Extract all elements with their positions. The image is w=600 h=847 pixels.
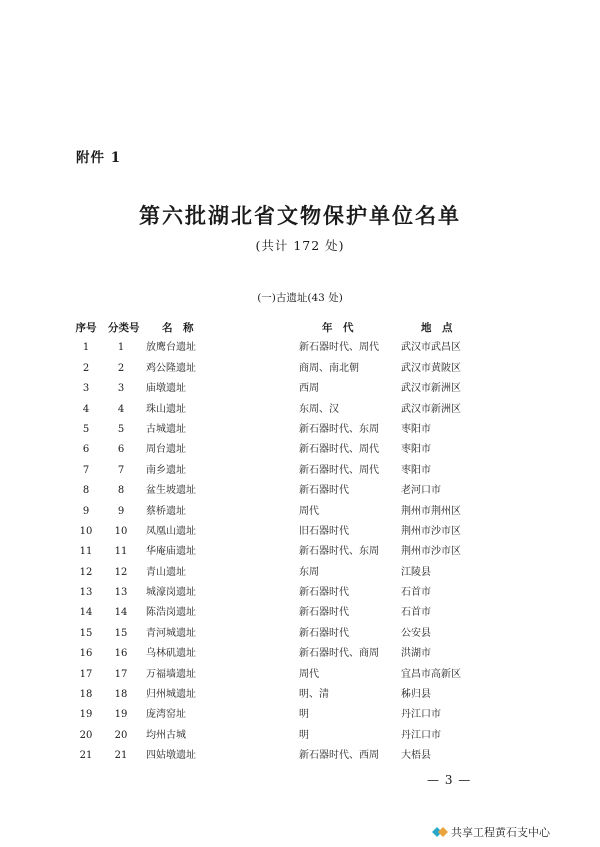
row-place: 枣阳市	[401, 423, 431, 435]
row-seq: 5	[82, 423, 90, 435]
table-row	[62, 359, 532, 379]
row-category: 7	[117, 464, 125, 476]
row-name: 凤凰山遗址	[146, 525, 196, 537]
table-row	[62, 685, 532, 705]
table-row	[62, 440, 532, 460]
row-place: 武汉市新洲区	[401, 403, 461, 415]
row-place: 秭归县	[401, 689, 431, 701]
table-row	[62, 420, 532, 440]
row-seq: 11	[79, 546, 93, 558]
row-place: 武汉市武昌区	[401, 342, 461, 354]
row-place: 宜昌市高新区	[401, 668, 461, 680]
row-seq: 9	[82, 505, 90, 517]
header-seq: 序号	[75, 322, 97, 334]
row-name: 万福墙遗址	[146, 668, 196, 680]
row-place: 石首市	[401, 607, 431, 619]
row-seq: 20	[79, 729, 93, 741]
table-row	[62, 461, 532, 481]
row-seq: 3	[82, 383, 90, 395]
row-name: 南乡遗址	[146, 464, 186, 476]
row-era: 新石器时代、周代	[299, 464, 379, 476]
row-era: 新石器时代	[299, 485, 349, 497]
row-category: 4	[117, 403, 125, 415]
row-category: 13	[114, 587, 128, 599]
diamond-logo-icon	[432, 825, 448, 839]
row-category: 10	[114, 525, 128, 537]
row-era: 东周	[299, 566, 319, 578]
row-name: 周台遗址	[146, 444, 186, 456]
row-seq: 15	[79, 627, 93, 639]
row-place: 枣阳市	[401, 444, 431, 456]
row-place: 丹江口市	[401, 729, 441, 741]
row-seq: 10	[79, 525, 93, 537]
table-row	[62, 665, 532, 685]
row-name: 四姑墩遗址	[146, 750, 196, 762]
row-seq: 2	[82, 362, 90, 374]
header-place: 地 点	[421, 322, 453, 334]
row-era: 周代	[299, 668, 319, 680]
row-seq: 19	[79, 709, 93, 721]
row-category: 12	[114, 566, 128, 578]
table-row	[62, 705, 532, 725]
table-row	[62, 583, 532, 603]
row-place: 武汉市新洲区	[401, 383, 461, 395]
row-name: 放鹰台遗址	[146, 342, 196, 354]
table-row	[62, 644, 532, 664]
row-place: 大梧县	[401, 750, 431, 762]
row-place: 丹江口市	[401, 709, 441, 721]
row-name: 珠山遗址	[146, 403, 186, 415]
table-row	[62, 400, 532, 420]
row-category: 19	[114, 709, 128, 721]
table-row	[62, 502, 532, 522]
row-era: 新石器时代	[299, 587, 349, 599]
row-seq: 17	[79, 668, 93, 680]
row-seq: 16	[79, 648, 93, 660]
table-row	[62, 746, 532, 766]
row-seq: 14	[79, 607, 93, 619]
row-era: 新石器时代、东周	[299, 546, 379, 558]
heritage-table	[62, 318, 532, 767]
row-name: 华庵庙遗址	[146, 546, 196, 558]
header-name: 名 称	[162, 322, 194, 334]
row-place: 武汉市黄陂区	[401, 362, 461, 374]
table-header-row	[62, 318, 532, 338]
table-row	[62, 603, 532, 623]
row-place: 洪湖市	[401, 648, 431, 660]
row-place: 荆州市沙市区	[401, 525, 461, 537]
row-era: 明	[299, 709, 309, 721]
row-place: 石首市	[401, 587, 431, 599]
row-era: 旧石器时代	[299, 525, 349, 537]
row-name: 归州城遗址	[146, 689, 196, 701]
row-category: 9	[117, 505, 125, 517]
table-row	[62, 481, 532, 501]
row-name: 城濠岗遗址	[146, 587, 196, 599]
footer-text: 共享工程黄石支中心	[451, 826, 550, 839]
row-category: 21	[114, 750, 128, 762]
row-name: 蔡桥遗址	[146, 505, 186, 517]
row-name: 古城遗址	[146, 423, 186, 435]
table-body	[62, 338, 532, 766]
row-place: 江陵县	[401, 566, 431, 578]
header-category: 分类号	[108, 322, 140, 334]
row-category: 15	[114, 627, 128, 639]
row-era: 新石器时代	[299, 607, 349, 619]
row-category: 16	[114, 648, 128, 660]
table-row	[62, 338, 532, 358]
row-name: 鸡公隆遗址	[146, 362, 196, 374]
row-place: 荆州市沙市区	[401, 546, 461, 558]
row-era: 西周	[299, 383, 319, 395]
row-era: 新石器时代、西周	[299, 750, 379, 762]
row-era: 商周、南北朝	[299, 362, 359, 374]
section-heading: (一)古遗址(43 处)	[257, 292, 343, 304]
row-place: 枣阳市	[401, 464, 431, 476]
row-place: 公安县	[401, 627, 431, 639]
row-name: 庞湾窑址	[146, 709, 186, 721]
row-seq: 13	[79, 587, 93, 599]
row-era: 东周、汉	[299, 403, 339, 415]
row-seq: 7	[82, 464, 90, 476]
row-name: 陈浩岗遗址	[146, 607, 196, 619]
row-category: 18	[114, 689, 128, 701]
row-seq: 12	[79, 566, 93, 578]
row-category: 2	[117, 362, 125, 374]
row-name: 青河城遗址	[146, 627, 196, 639]
row-seq: 4	[82, 403, 90, 415]
row-seq: 18	[79, 689, 93, 701]
row-era: 新石器时代、东周	[299, 423, 379, 435]
row-place: 老河口市	[401, 485, 441, 497]
table-row	[62, 542, 532, 562]
row-era: 明、清	[299, 689, 329, 701]
table-row	[62, 563, 532, 583]
row-name: 盆生坡遗址	[146, 485, 196, 497]
row-category: 11	[114, 546, 128, 558]
table-row	[62, 726, 532, 746]
row-name: 庙墩遗址	[146, 383, 186, 395]
table-row	[62, 379, 532, 399]
row-era: 新石器时代、商周	[299, 648, 379, 660]
row-era: 新石器时代、周代	[299, 444, 379, 456]
row-category: 14	[114, 607, 128, 619]
row-category: 8	[117, 485, 125, 497]
row-name: 乌林矶遗址	[146, 648, 196, 660]
row-category: 1	[117, 342, 125, 354]
row-seq: 21	[79, 750, 93, 762]
row-category: 6	[117, 444, 125, 456]
row-era: 明	[299, 729, 309, 741]
row-name: 青山遗址	[146, 566, 186, 578]
row-place: 荆州市荆州区	[401, 505, 461, 517]
row-category: 20	[114, 729, 128, 741]
row-seq: 8	[82, 485, 90, 497]
row-seq: 6	[82, 444, 90, 456]
table-row	[62, 522, 532, 542]
attachment-label: 附件 1	[76, 150, 122, 166]
row-era: 新石器时代	[299, 627, 349, 639]
footer-watermark	[432, 824, 550, 840]
row-seq: 1	[82, 342, 90, 354]
page-number: — 3 —	[427, 773, 472, 787]
row-category: 5	[117, 423, 125, 435]
header-era: 年 代	[322, 322, 354, 334]
row-category: 17	[114, 668, 128, 680]
document-title: 第六批湖北省文物保护单位名单	[139, 203, 461, 228]
row-era: 新石器时代、周代	[299, 342, 379, 354]
table-row	[62, 624, 532, 644]
row-name: 均州古城	[146, 729, 186, 741]
row-category: 3	[117, 383, 125, 395]
document-subtitle: (共计 172 处)	[255, 238, 345, 253]
row-era: 周代	[299, 505, 319, 517]
